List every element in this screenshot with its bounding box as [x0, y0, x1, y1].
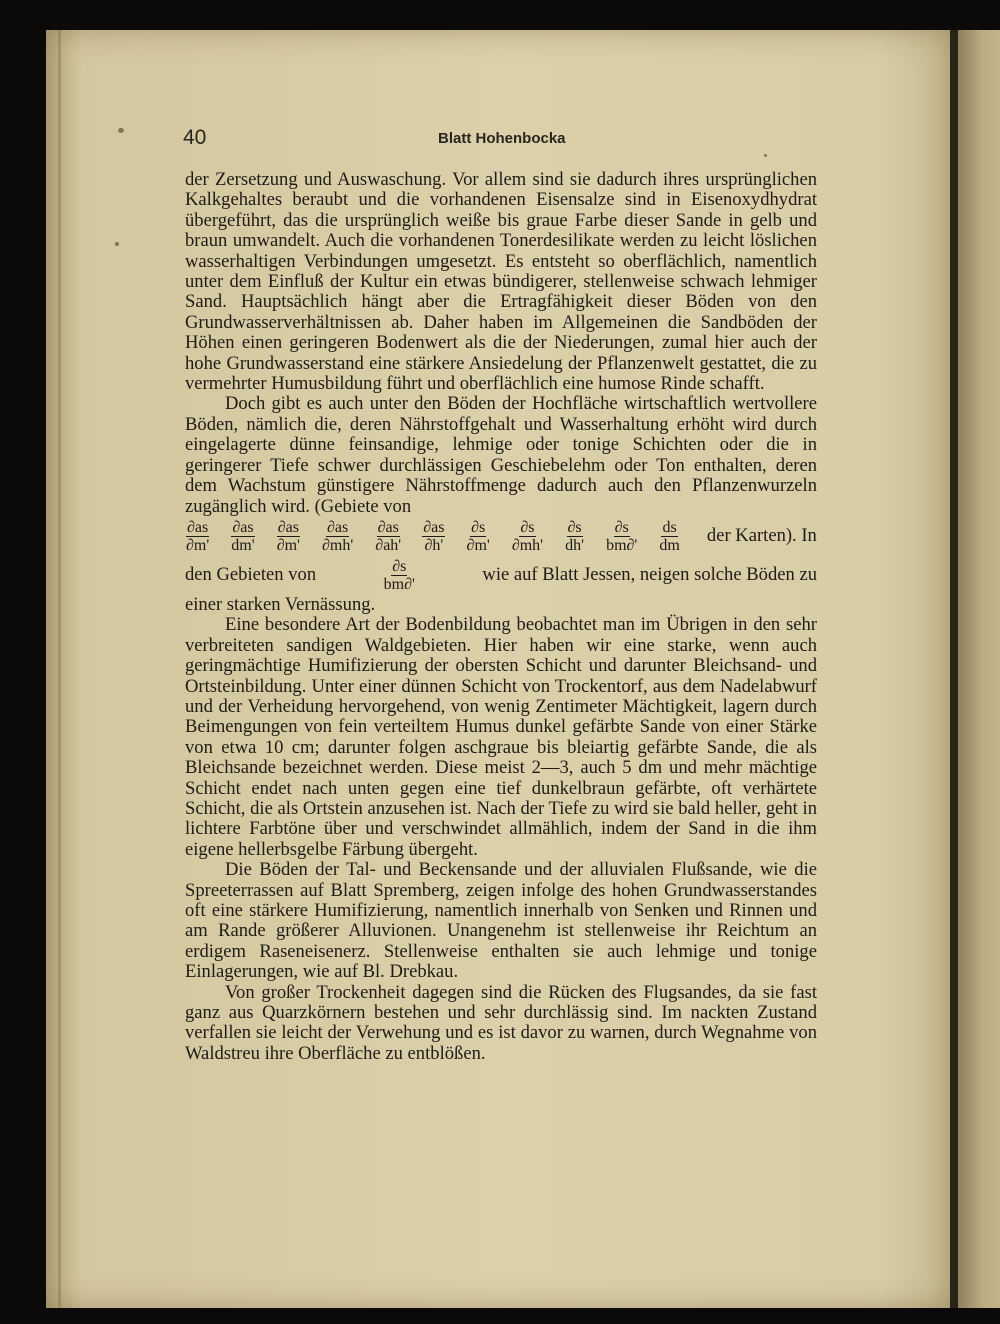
soil-symbol-list — [185, 519, 817, 554]
paragraph-5: Von großer Trockenheit dagegen sind die Rücken des Flugsandes, da sie fast ganz aus Quarzkörnern bestehen und sehr durchlässig sind. Im nackten Zustand verfallen sie leicht der Verwehung und es ist davor zu warnen, durch Wegnahme von Waldstreu ihre Oberfläche zu entblößen. — [185, 981, 817, 1064]
soil-symbol-fraction: $\frac{\partial as}{\partial h'}$ — [423, 518, 445, 554]
soil-symbol-fraction: $\frac{\partial as}{\partial ah'}$ — [375, 518, 402, 554]
soil-symbol-fraction: $\frac{\partial s}{bm\partial'}$ — [383, 557, 415, 593]
paper-blemish — [118, 128, 124, 133]
inline-text-before: den Gebieten von — [185, 564, 317, 586]
inline-text-after: wie auf Blatt Jessen, neigen solche Böden zu — [482, 564, 817, 586]
inline-formula-line — [185, 558, 817, 593]
soil-symbol-fraction: $\frac{\partial as}{\partial m'}$ — [276, 518, 300, 554]
soil-symbol-fraction: $\frac{\partial s}{dh'}$ — [565, 518, 585, 554]
paragraph-4: Die Böden der Tal- und Beckensande und der alluvialen Flußsande, wie die Spreeterrassen auf Blatt Spremberg, zeigen infolge des hohen Grundwasserstandes oft eine stärkere Humifizierung, namentlich innerhalb von Senken und Rinnen und am Rande größerer Alluvionen. Unangenehm ist stellenweise ihr Reichtum an erdigem Raseneisenerz. Stellenweise enthalten sie auch lehmige und tonige Einlagerungen, wie auf Bl. Drebkau. — [185, 859, 817, 983]
soil-symbol-fraction: $\frac{\partial s}{\partial mh'}$ — [511, 518, 544, 554]
paper-blemish — [115, 242, 119, 246]
soil-symbol-fraction: $\frac{\partial s}{\partial m'}$ — [466, 518, 490, 554]
paragraph-2-end: einer starken Vernässung. — [185, 593, 376, 615]
formula-tail-text: der Karten). In — [706, 525, 817, 547]
page-number: 40 — [183, 126, 207, 149]
soil-symbol-fraction: $\frac{ds}{dm}$ — [659, 518, 680, 554]
adjacent-page-edge — [958, 30, 1000, 1308]
soil-symbol-fraction: $\frac{\partial as}{dm'}$ — [231, 518, 255, 554]
paragraph-3: Eine besondere Art der Bodenbildung beobachtet man im Übrigen in den sehr verbreiteten sandigen Waldgebieten. Hier haben wir eine starke, wenn auch geringmächtige Humifizierung der obersten Schicht und darunter Bleichsand- und Ortsteinbildung. Unter einer dünnen Schicht von Trockentorf, aus dem Nadelabwurf und der Verheidung hervorgehend, von wenig Zentimeter Mächtigkeit, lagern durch Beimengungen von fein verteiltem Humus dunkel gefärbte Sande von einer Stärke von etwa 10 cm; darunter folgen aschgraue bis bleiartig gefärbte Sande, die als Bleichsande bezeichnet werden. Diese meist 2—3, auch 5 dm und mehr mächtige Schicht endet nach unten gegen eine tief dunkelbraun gefärbte, oft verhärtete Schicht, die als Ortstein anzusehen ist. Nach der Tiefe zu wird sie bald heller, geht in lichtere Farbtöne über und verschwindet allmählich, indem der Sand in die ihm eigene hellerbsgelbe Färbung übergeht. — [185, 614, 817, 860]
soil-symbol-fraction: $\frac{\partial as}{\partial m'}$ — [186, 518, 210, 554]
paragraph-2: Doch gibt es auch unter den Böden der Hochfläche wirtschaftlich wertvollere Böden, nämlich die, deren Nährstoffgehalt und Wasserhaltung erhöht wird durch eingelagerte dünne feinsandige, lehmige oder tonige Schichten oder die in geringerer Tiefe schwer durchlässigen Geschiebelehm oder Ton enthalten, deren dem Wachstum günstigere Nährstoffmenge dadurch auch den Pflanzenwurzeln zugänglich wird. (Gebiete von — [185, 393, 817, 517]
body-text — [185, 170, 817, 1064]
running-title: Blatt Hohenbocka — [438, 130, 566, 147]
soil-symbol-fraction: $\frac{\partial as}{\partial mh'}$ — [321, 518, 354, 554]
soil-symbol-fraction: $\frac{\partial s}{bm\partial'}$ — [606, 518, 638, 554]
page-header — [183, 126, 823, 156]
paragraph-1: der Zersetzung und Auswaschung. Vor allem sind sie dadurch ihres ursprünglichen Kalkgehaltes beraubt und die vorhandenen Eisensalze sind in Eisenoxydhydrat übergeführt, das die ursprünglich weiße bis graue Farbe dieser Sande in gelb und braun umwandelt. Auch die vorhandenen Tonerdesilikate werden zu leicht löslichen wasserhaltigen Verbindungen umgesetzt. Es entsteht so oberflächlich, namentlich unter dem Einfluß der Kultur ein etwas bündigerer, stellenweise schwach lehmiger Sand. Hauptsächlich hängt aber die Ertragfähigkeit dieser Böden von den Grundwasserverhältnissen ab. Daher haben im Allgemeinen die Sandböden der Höhen einen geringeren Bodenwert als die der Niederungen, zumal hier auch der hohe Grundwasserstand eine stärkere Ansiedelung der Pflanzenwelt gestattet, die zu vermehrter Humusbildung führt und oberflächlich eine humose Rinde schafft. — [185, 169, 817, 395]
